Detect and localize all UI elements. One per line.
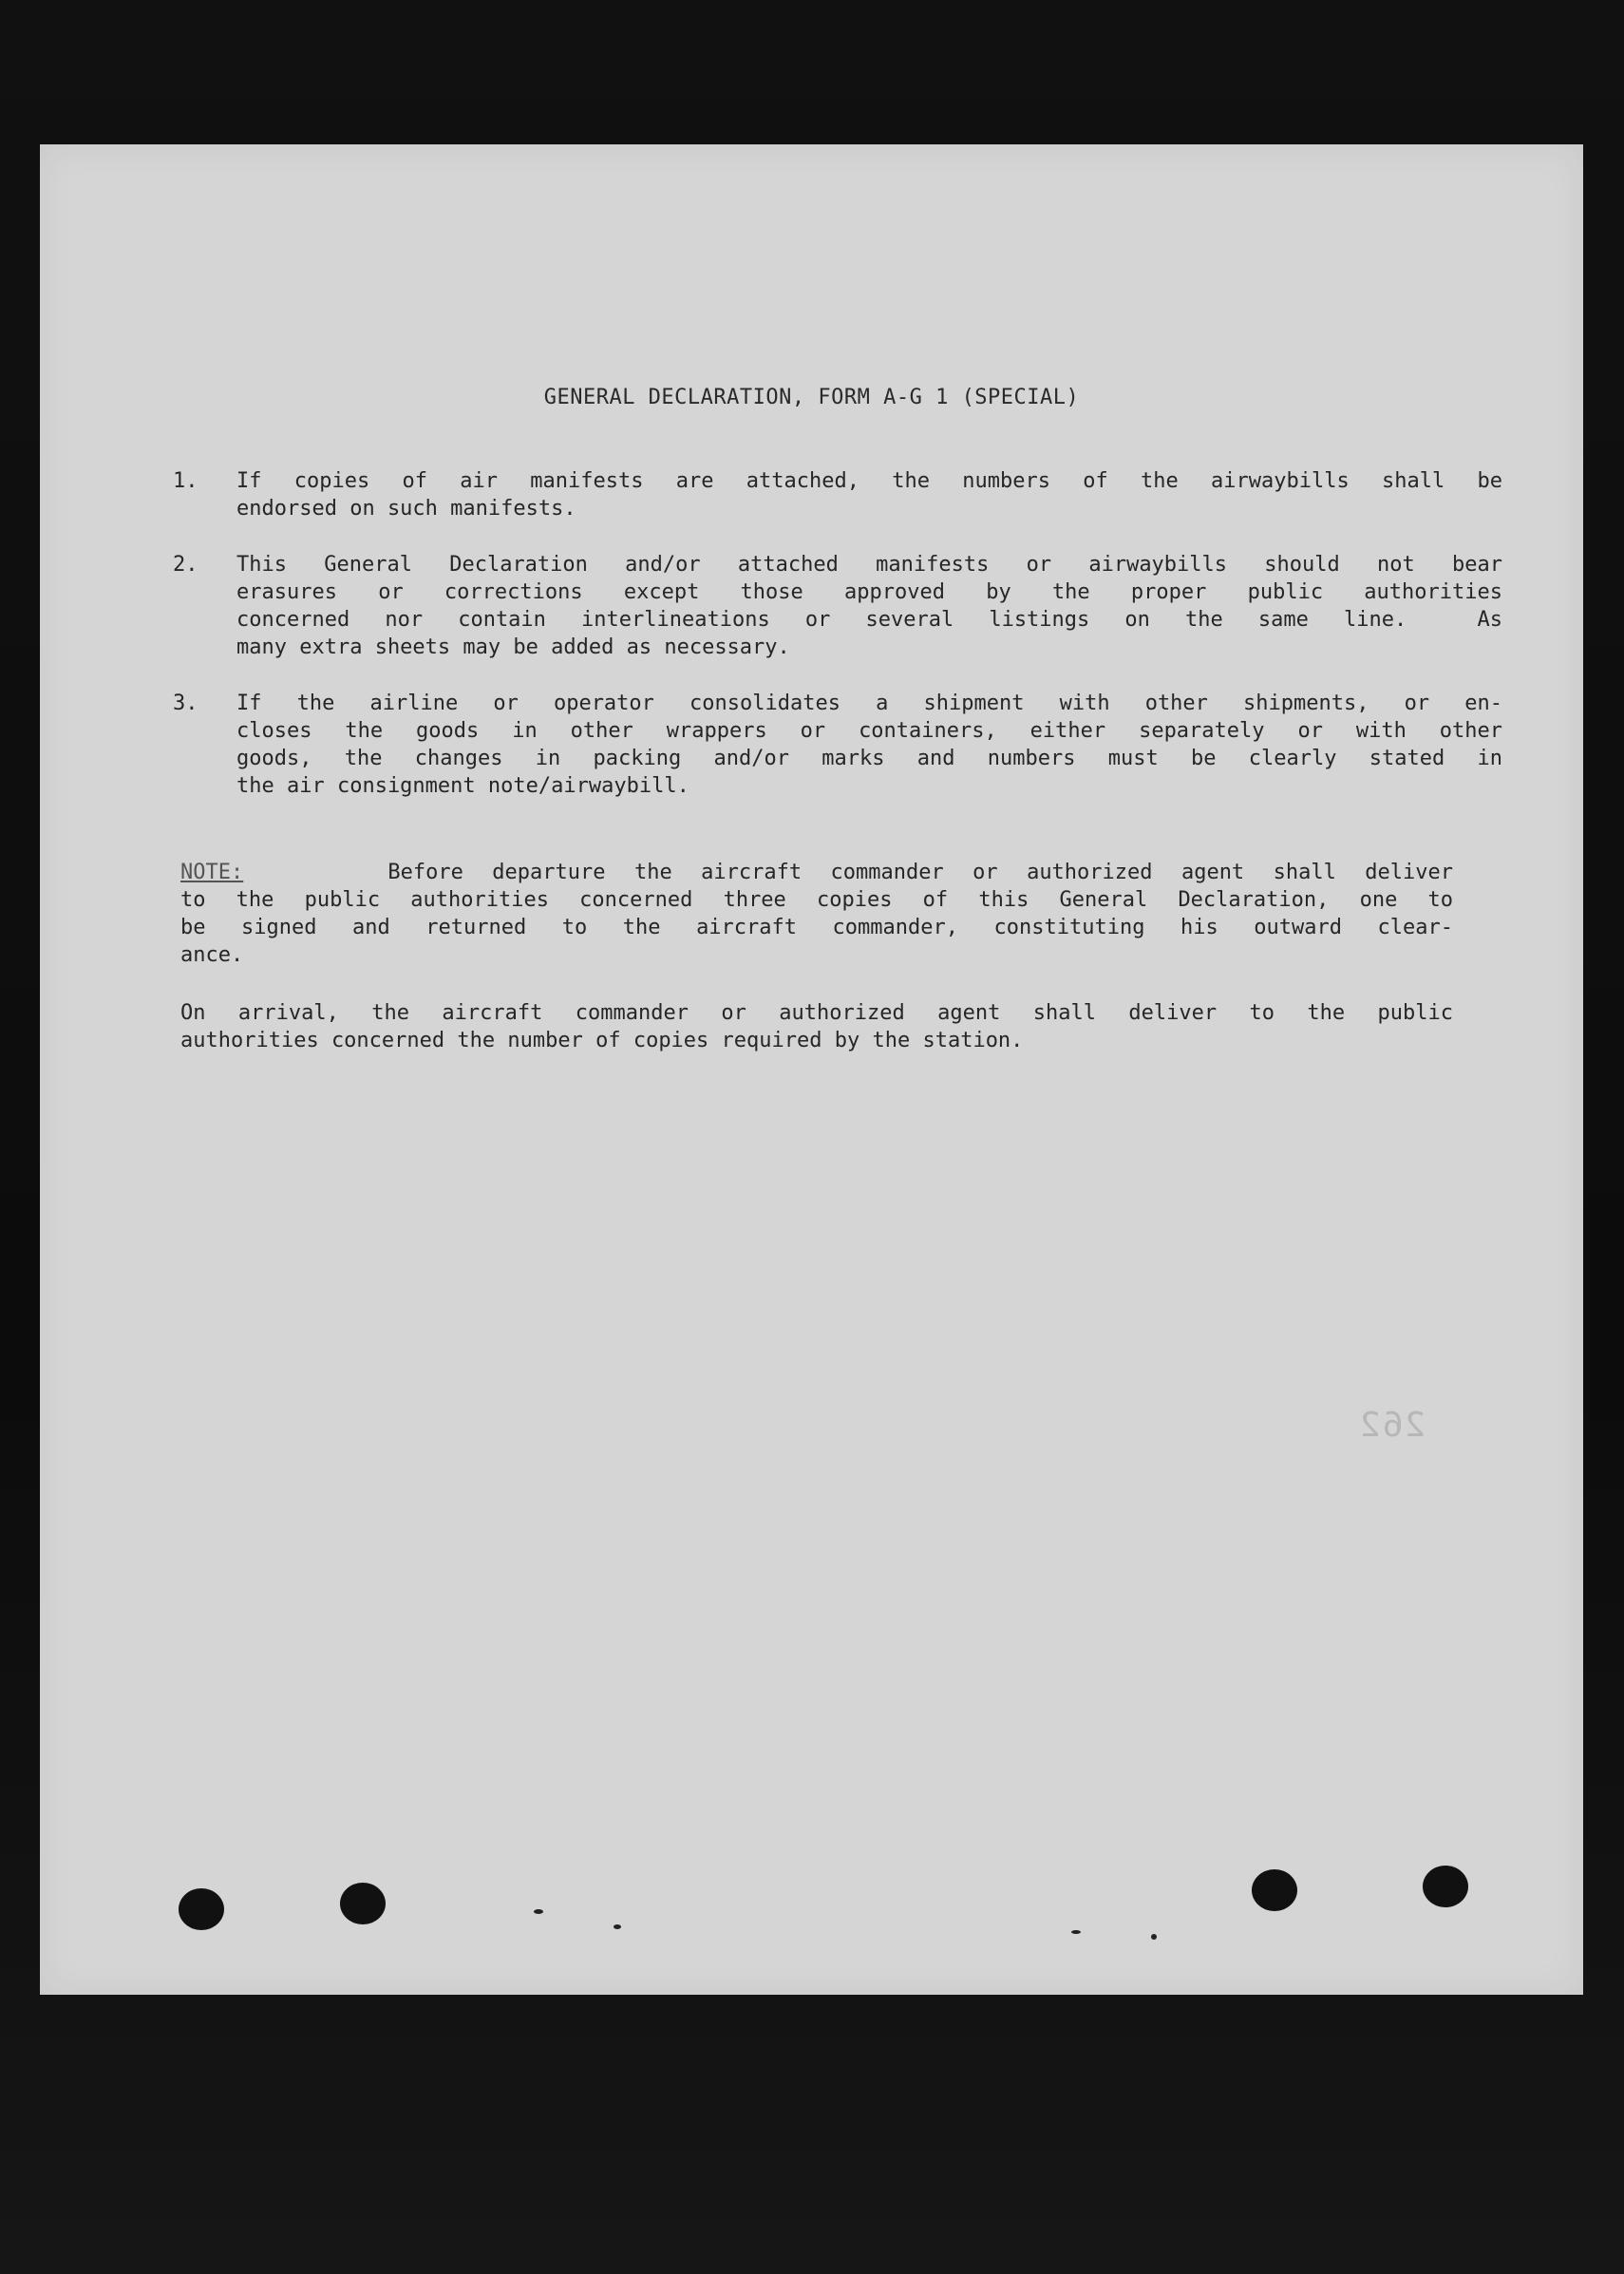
note-line: to the public authorities concerned three copies of this General Declaration, one to xyxy=(180,888,1453,912)
item-number: 1. xyxy=(173,469,198,493)
item-number: 3. xyxy=(173,692,198,715)
punch-hole xyxy=(340,1883,386,1924)
punch-hole xyxy=(1423,1866,1468,1907)
page-number-stamp: 262 xyxy=(1358,1406,1426,1445)
speck xyxy=(534,1909,543,1914)
item-line: endorsed on such manifests. xyxy=(236,497,576,521)
note-label: NOTE: xyxy=(180,861,244,884)
item-line: If copies of air manifests are attached, the numbers of the airwaybills shall be xyxy=(236,469,1502,493)
item-line: goods, the changes in packing and/or marks and numbers must be clearly stated in xyxy=(236,747,1502,770)
note-line: Before departure the aircraft commander or authorized agent shall deliver xyxy=(387,861,1453,884)
note-paragraph xyxy=(180,859,1453,969)
item-line: closes the goods in other wrappers or containers, either separately or with other xyxy=(236,719,1502,743)
note-first-line xyxy=(180,859,1453,886)
document-title: GENERAL DECLARATION, FORM A-G 1 (SPECIAL) xyxy=(543,386,1080,409)
item-line: the air consignment note/airwaybill. xyxy=(236,774,689,798)
item-line: erasures or corrections except those approved by the proper public authorities xyxy=(236,580,1502,604)
item-line: If the airline or operator consolidates a shipment with other shipments, or en- xyxy=(236,692,1502,715)
punch-hole xyxy=(1252,1869,1297,1911)
arrival-line: authorities concerned the number of copies required by the station. xyxy=(180,1029,1024,1052)
note-line: ance. xyxy=(180,943,244,967)
list-item-2 xyxy=(173,551,1502,661)
item-line: many extra sheets may be added as necessary. xyxy=(236,635,790,659)
speck xyxy=(614,1924,621,1929)
arrival-line: On arrival, the aircraft commander or authorized agent shall deliver to the public xyxy=(180,1001,1453,1025)
list-item-3 xyxy=(173,690,1502,800)
speck xyxy=(1071,1930,1081,1934)
note-line: be signed and returned to the aircraft commander, constituting his outward clear- xyxy=(180,916,1453,939)
document-paper xyxy=(40,144,1583,1995)
punch-hole xyxy=(179,1888,224,1930)
speck xyxy=(1151,1934,1157,1940)
arrival-paragraph xyxy=(180,999,1453,1054)
item-number: 2. xyxy=(173,553,198,577)
item-line: concerned nor contain interlineations or several listings on the same line. As xyxy=(236,608,1502,632)
item-line: This General Declaration and/or attached manifests or airwaybills should not bear xyxy=(236,553,1502,577)
list-item-1 xyxy=(173,467,1502,522)
